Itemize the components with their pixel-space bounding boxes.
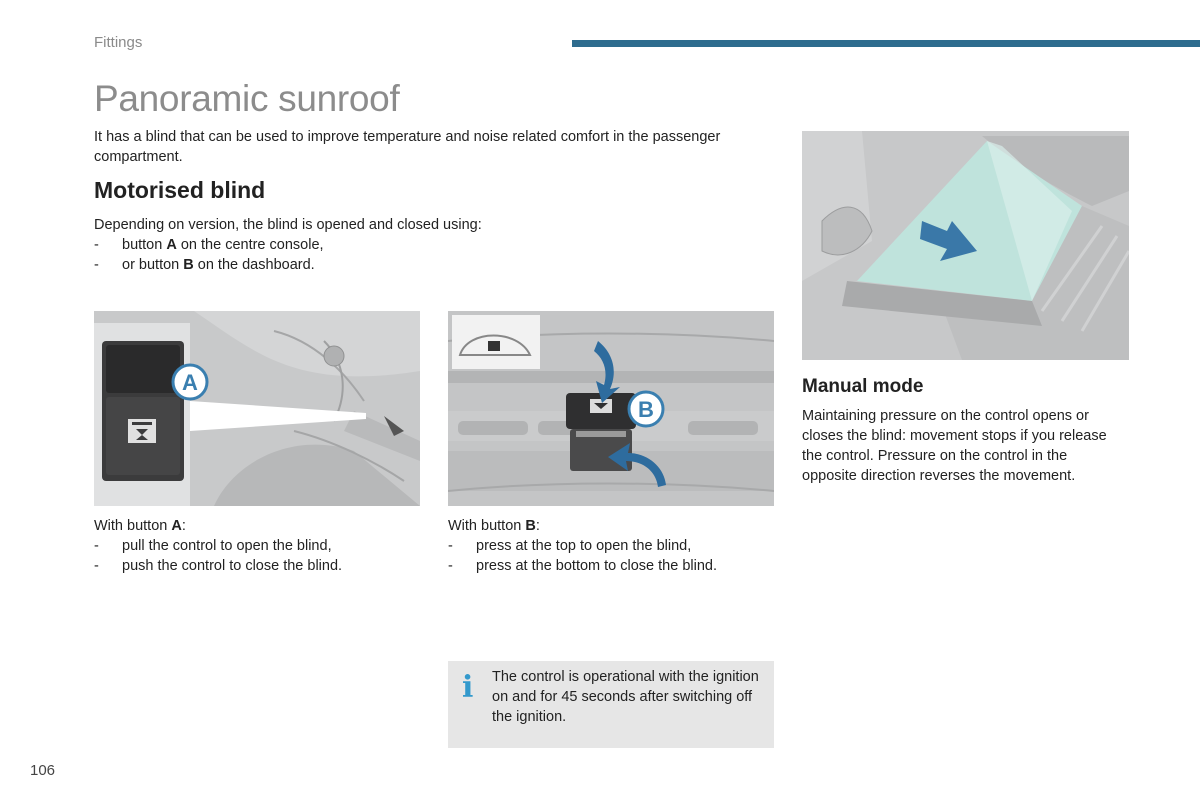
- list-item: - pull the control to open the blind,: [94, 538, 332, 554]
- intro-text: It has a blind that can be used to improve temperature and noise related comfort in the passenger compartment.: [94, 129, 721, 165]
- label-b: B: [638, 397, 654, 422]
- button-b-instructions: [448, 516, 778, 576]
- button-a-instructions: [94, 516, 424, 576]
- page-title: Panoramic sunroof: [94, 78, 400, 119]
- manual-mode-text: Maintaining pressure on the control opens or closes the blind: movement stops if you release the control. Pressure on the control in the opposite direction reverses the movement.: [802, 408, 1107, 484]
- motorised-blind-lead: Depending on version, the blind is opened and closed using:: [94, 217, 482, 233]
- info-text: The control is operational with the ignition on and for 45 seconds after switching off the ignition.: [492, 669, 759, 725]
- manual-mode-heading: Manual mode: [802, 376, 924, 397]
- section-label: Fittings: [94, 34, 143, 51]
- motorised-blind-section: [94, 215, 554, 275]
- button-a-heading: With button A:: [94, 518, 186, 534]
- list-item: - push the control to close the blind.: [94, 558, 343, 574]
- label-a: A: [182, 370, 198, 395]
- list-item: - button A on the centre console,: [94, 237, 324, 253]
- button-a-list: [94, 536, 424, 576]
- figure-sunroof: [802, 131, 1129, 360]
- info-icon: i: [462, 670, 474, 705]
- control-list: [94, 235, 554, 275]
- button-b-heading: With button B:: [448, 518, 540, 534]
- info-box: [448, 661, 774, 748]
- button-b-list: [448, 536, 778, 576]
- list-item: - press at the top to open the blind,: [448, 538, 692, 554]
- list-item: - press at the bottom to close the blind.: [448, 558, 717, 574]
- page-number: 106: [30, 762, 56, 779]
- figure-centre-console: [94, 311, 420, 506]
- figure-dashboard: [448, 311, 774, 506]
- header-accent-bar: [572, 40, 1200, 47]
- list-item: - or button B on the dashboard.: [94, 257, 315, 273]
- motorised-blind-heading: Motorised blind: [94, 177, 266, 203]
